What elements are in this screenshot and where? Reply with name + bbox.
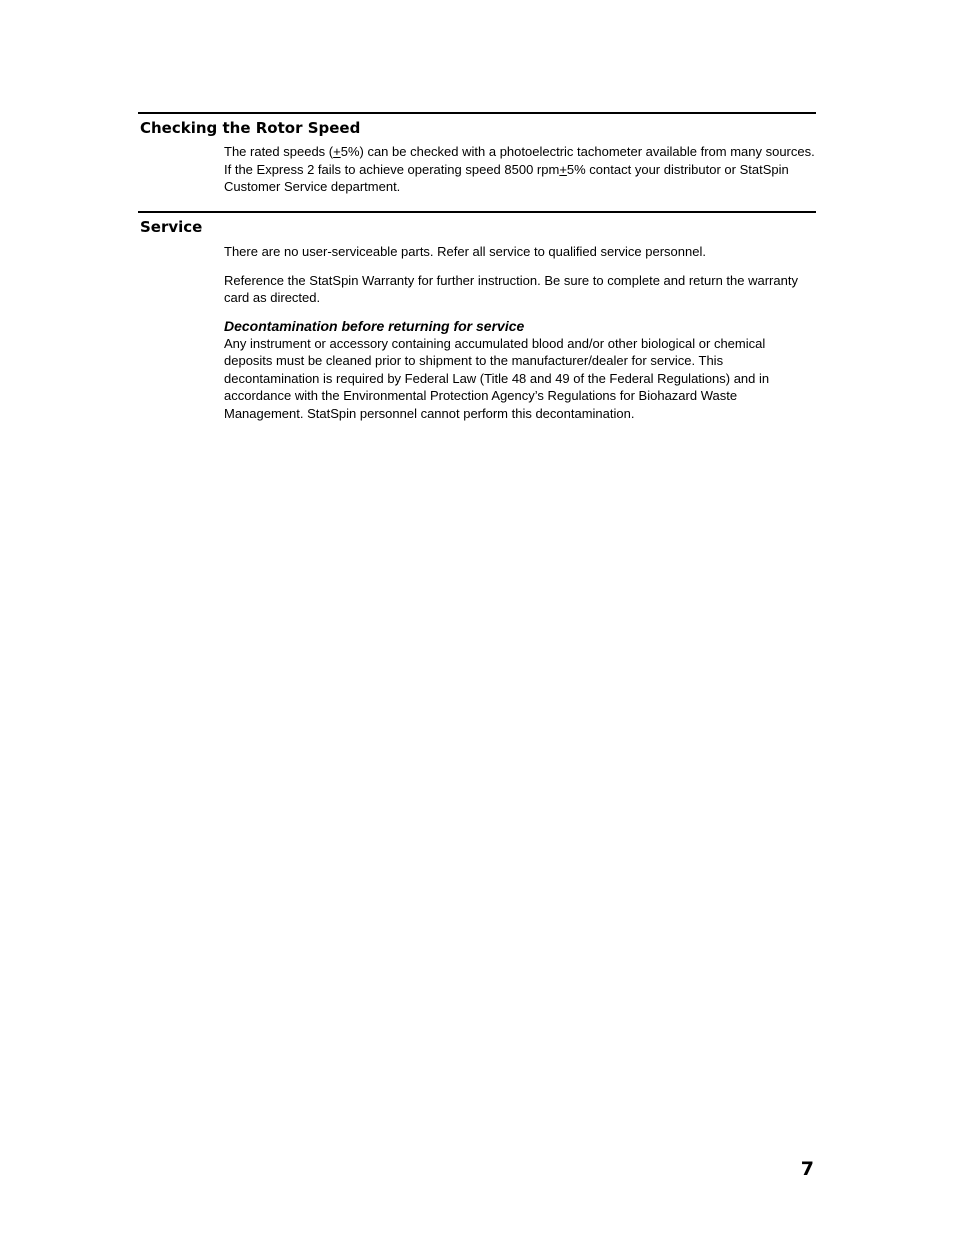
rotor-speed-paragraph: The rated speeds (+5%) can be checked with a photoelectric tachometer available from many sources. If the Express 2 fails to achieve operating speed 8500 rpm+5% contact your distributor or StatSpin Customer Service department. — [224, 144, 815, 194]
service-section — [138, 211, 816, 422]
section-divider — [138, 112, 816, 114]
service-heading: Service — [140, 218, 203, 236]
service-body — [224, 243, 816, 422]
page-number: 7 — [800, 1158, 814, 1180]
plus-minus-symbol: + — [559, 161, 567, 177]
rotor-speed-body — [224, 143, 816, 196]
decontamination-heading: Decontamination before returning for service — [224, 317, 525, 334]
plus-minus-symbol: + — [333, 144, 341, 159]
rotor-speed-heading: Checking the Rotor Speed — [140, 119, 361, 137]
rotor-speed-section — [138, 112, 816, 196]
decontamination-paragraph: Any instrument or accessory containing accumulated blood and/or other biological or chemical deposits must be cleaned prior to shipment to the manufacturer/dealer for service. This decontamination is required by Federal Law (Title 48 and 49 of the Federal Regulations) and in accordance with the Environmental Protection Agency’s Regulations for Biohazard Waste Management. StatSpin personnel cannot perform this decontamination. — [224, 335, 770, 421]
service-paragraph: There are no user-serviceable parts. Refer all service to qualified service personnel. — [224, 244, 706, 259]
section-divider — [138, 211, 816, 213]
warranty-paragraph: Reference the StatSpin Warranty for further instruction. Be sure to complete and return the warranty card as directed. — [224, 272, 798, 305]
